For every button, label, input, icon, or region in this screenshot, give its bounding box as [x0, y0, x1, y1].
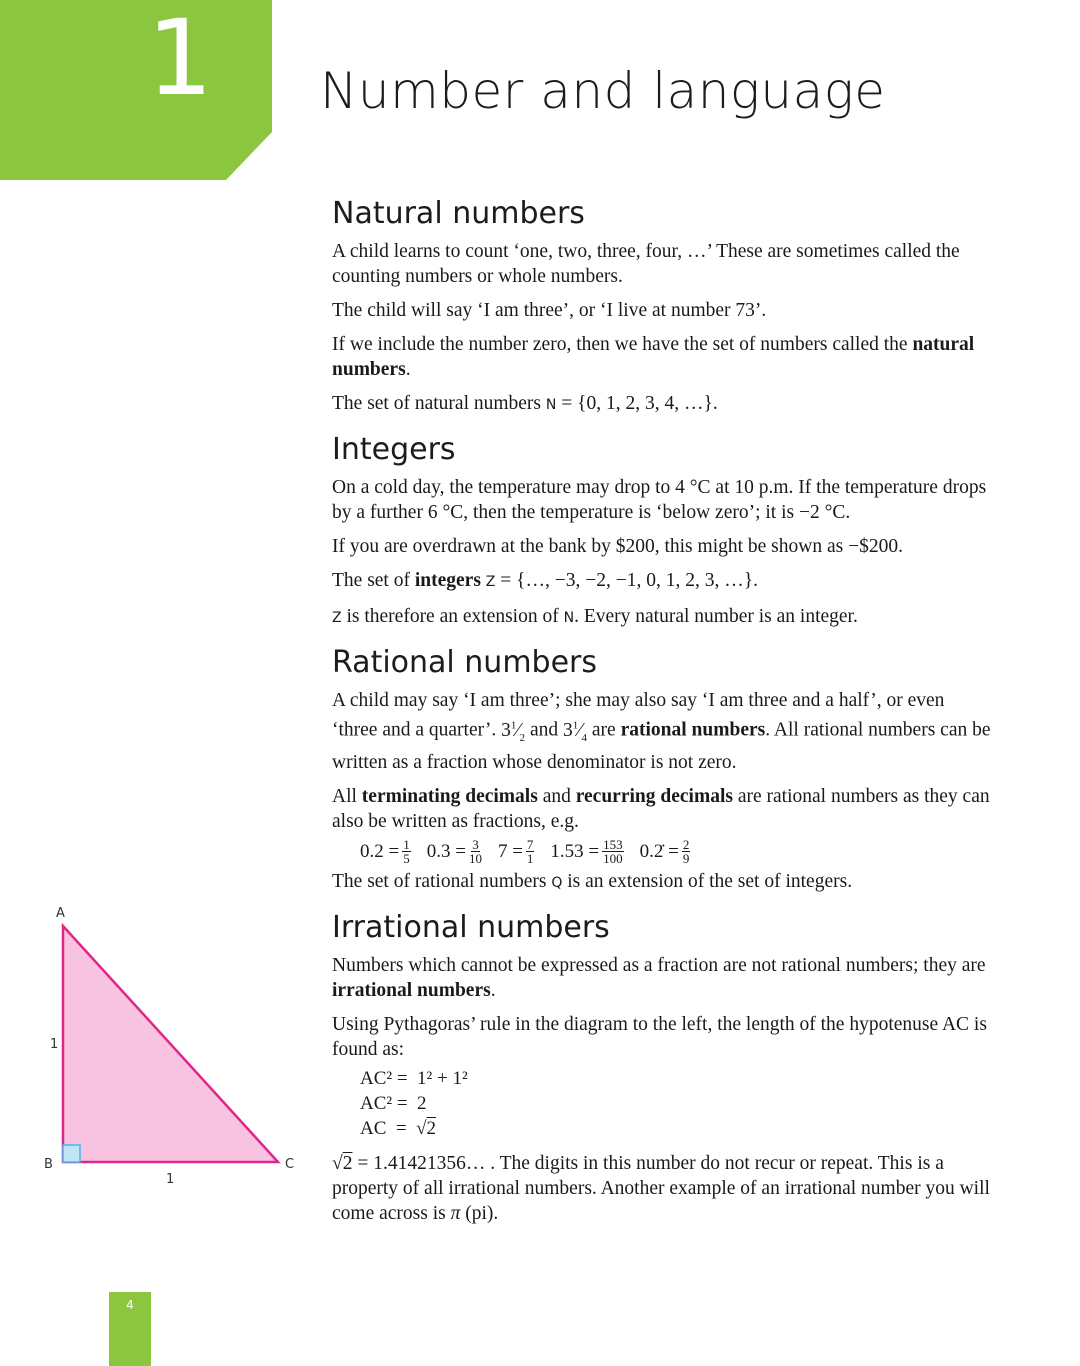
side-label-horizontal: 1: [166, 1172, 175, 1187]
heading-rational-numbers: Rational numbers: [332, 645, 598, 680]
fraction-examples: [360, 838, 992, 865]
equation-line: AC² = 2: [360, 1093, 427, 1115]
mixed-number: $3^1⁄_4$: [563, 719, 588, 744]
set-symbol-z: Z: [485, 574, 496, 590]
paragraph: A child may say ‘I am three’; she may also say ‘I am three and a half’, or even ‘three and a quarter’. $3^1⁄_2$ and $3^1⁄_4$ are rational numbers. All rational numbers can be written as a fraction whose denominator is not zero.: [332, 690, 991, 774]
section-irrational-numbers: [332, 910, 992, 1226]
set-symbol-q: Q: [551, 875, 563, 892]
paragraph: Z is therefore an extension of N. Every natural number is an integer.: [332, 606, 858, 627]
side-label-vertical: 1: [50, 1037, 59, 1052]
fraction-example: 0.2 = $\frac{1}{5}$: [360, 837, 410, 867]
triangle-shape: [63, 926, 278, 1162]
set-symbol-z: Z: [332, 610, 342, 626]
fraction-example: 0.3 = $\frac{3}{10}$: [426, 837, 482, 867]
equation-line: AC = √2: [360, 1118, 437, 1140]
vertex-label-a: A: [56, 906, 65, 921]
paragraph: If we include the number zero, then we have the set of numbers called the natural numbers.: [332, 334, 975, 380]
term-rational-numbers: rational numbers: [620, 719, 766, 741]
term-irrational-numbers: irrational numbers: [332, 980, 491, 1002]
vertex-label-c: C: [285, 1157, 295, 1172]
section-rational-numbers: [332, 645, 992, 896]
heading-irrational-numbers: Irrational numbers: [332, 910, 610, 946]
paragraph: The set of rational numbers Q is an extension of the set of integers.: [332, 871, 853, 893]
paragraph: The set of natural numbers N = {0, 1, 2, 3, 4, …}.: [332, 393, 718, 414]
paragraph: The child will say ‘I am three’, or ‘I live at number 73’.: [332, 300, 767, 321]
section-natural-numbers: [332, 196, 992, 418]
term-recurring-decimals: recurring decimals: [575, 786, 733, 808]
vertex-label-b: B: [44, 1157, 53, 1172]
paragraph: If you are overdrawn at the bank by $200, this might be shown as −$200.: [332, 536, 903, 557]
set-symbol-n: N: [563, 610, 575, 626]
term-terminating-decimals: terminating decimals: [361, 786, 538, 808]
heading-integers: Integers: [332, 432, 456, 467]
fraction-example: 1.53 = $\frac{153}{100}$: [550, 837, 623, 867]
chapter-title: Number and language: [320, 62, 886, 120]
page-number: 4: [126, 1298, 134, 1312]
set-symbol-n: N: [545, 397, 557, 413]
pi-symbol: π: [450, 1203, 461, 1225]
heading-natural-numbers: Natural numbers: [332, 196, 585, 231]
paragraph: Using Pythagoras’ rule in the diagram to the left, the length of the hypotenuse AC is found as:: [332, 1014, 987, 1061]
term-natural-numbers: natural numbers: [332, 334, 975, 380]
chapter-number: 1: [146, 0, 214, 119]
paragraph: Numbers which cannot be expressed as a fraction are not rational numbers; they are irrational numbers.: [332, 955, 986, 1002]
pythagoras-working: [360, 1066, 992, 1141]
fraction-example: 7 = $\frac{7}{1}$: [497, 837, 534, 867]
mixed-number: $3^1⁄_2$: [501, 719, 526, 744]
paragraph: The set of integers Z = {…, −3, −2, −1, 0, 1, 2, 3, …}.: [332, 570, 758, 591]
paragraph: On a cold day, the temperature may drop to 4 °C at 10 p.m. If the temperature drops by a further 6 °C, then the temperature is ‘below zero’; it is −2 °C.: [332, 477, 987, 523]
fraction-example: 0.2̇ = $\frac{2}{9}$: [639, 837, 690, 867]
right-angle-marker: [63, 1145, 80, 1162]
paragraph: A child learns to count ‘one, two, three, four, …’ These are sometimes called the counting numbers or whole numbers.: [332, 241, 960, 287]
term-integers: integers: [414, 570, 481, 591]
main-content: [332, 196, 992, 1240]
paragraph: √2 = 1.41421356… . The digits in this number do not recur or repeat. This is a property of all irrational numbers. Another example of an irrational number you will come across is π (pi).: [332, 1153, 990, 1225]
right-triangle-diagram: [30, 900, 320, 1200]
section-integers: [332, 432, 992, 631]
equation-line: AC² = 1² + 1²: [360, 1068, 468, 1090]
paragraph: All terminating decimals and recurring decimals are rational numbers as they can also be written as fractions, e.g.: [332, 786, 990, 833]
